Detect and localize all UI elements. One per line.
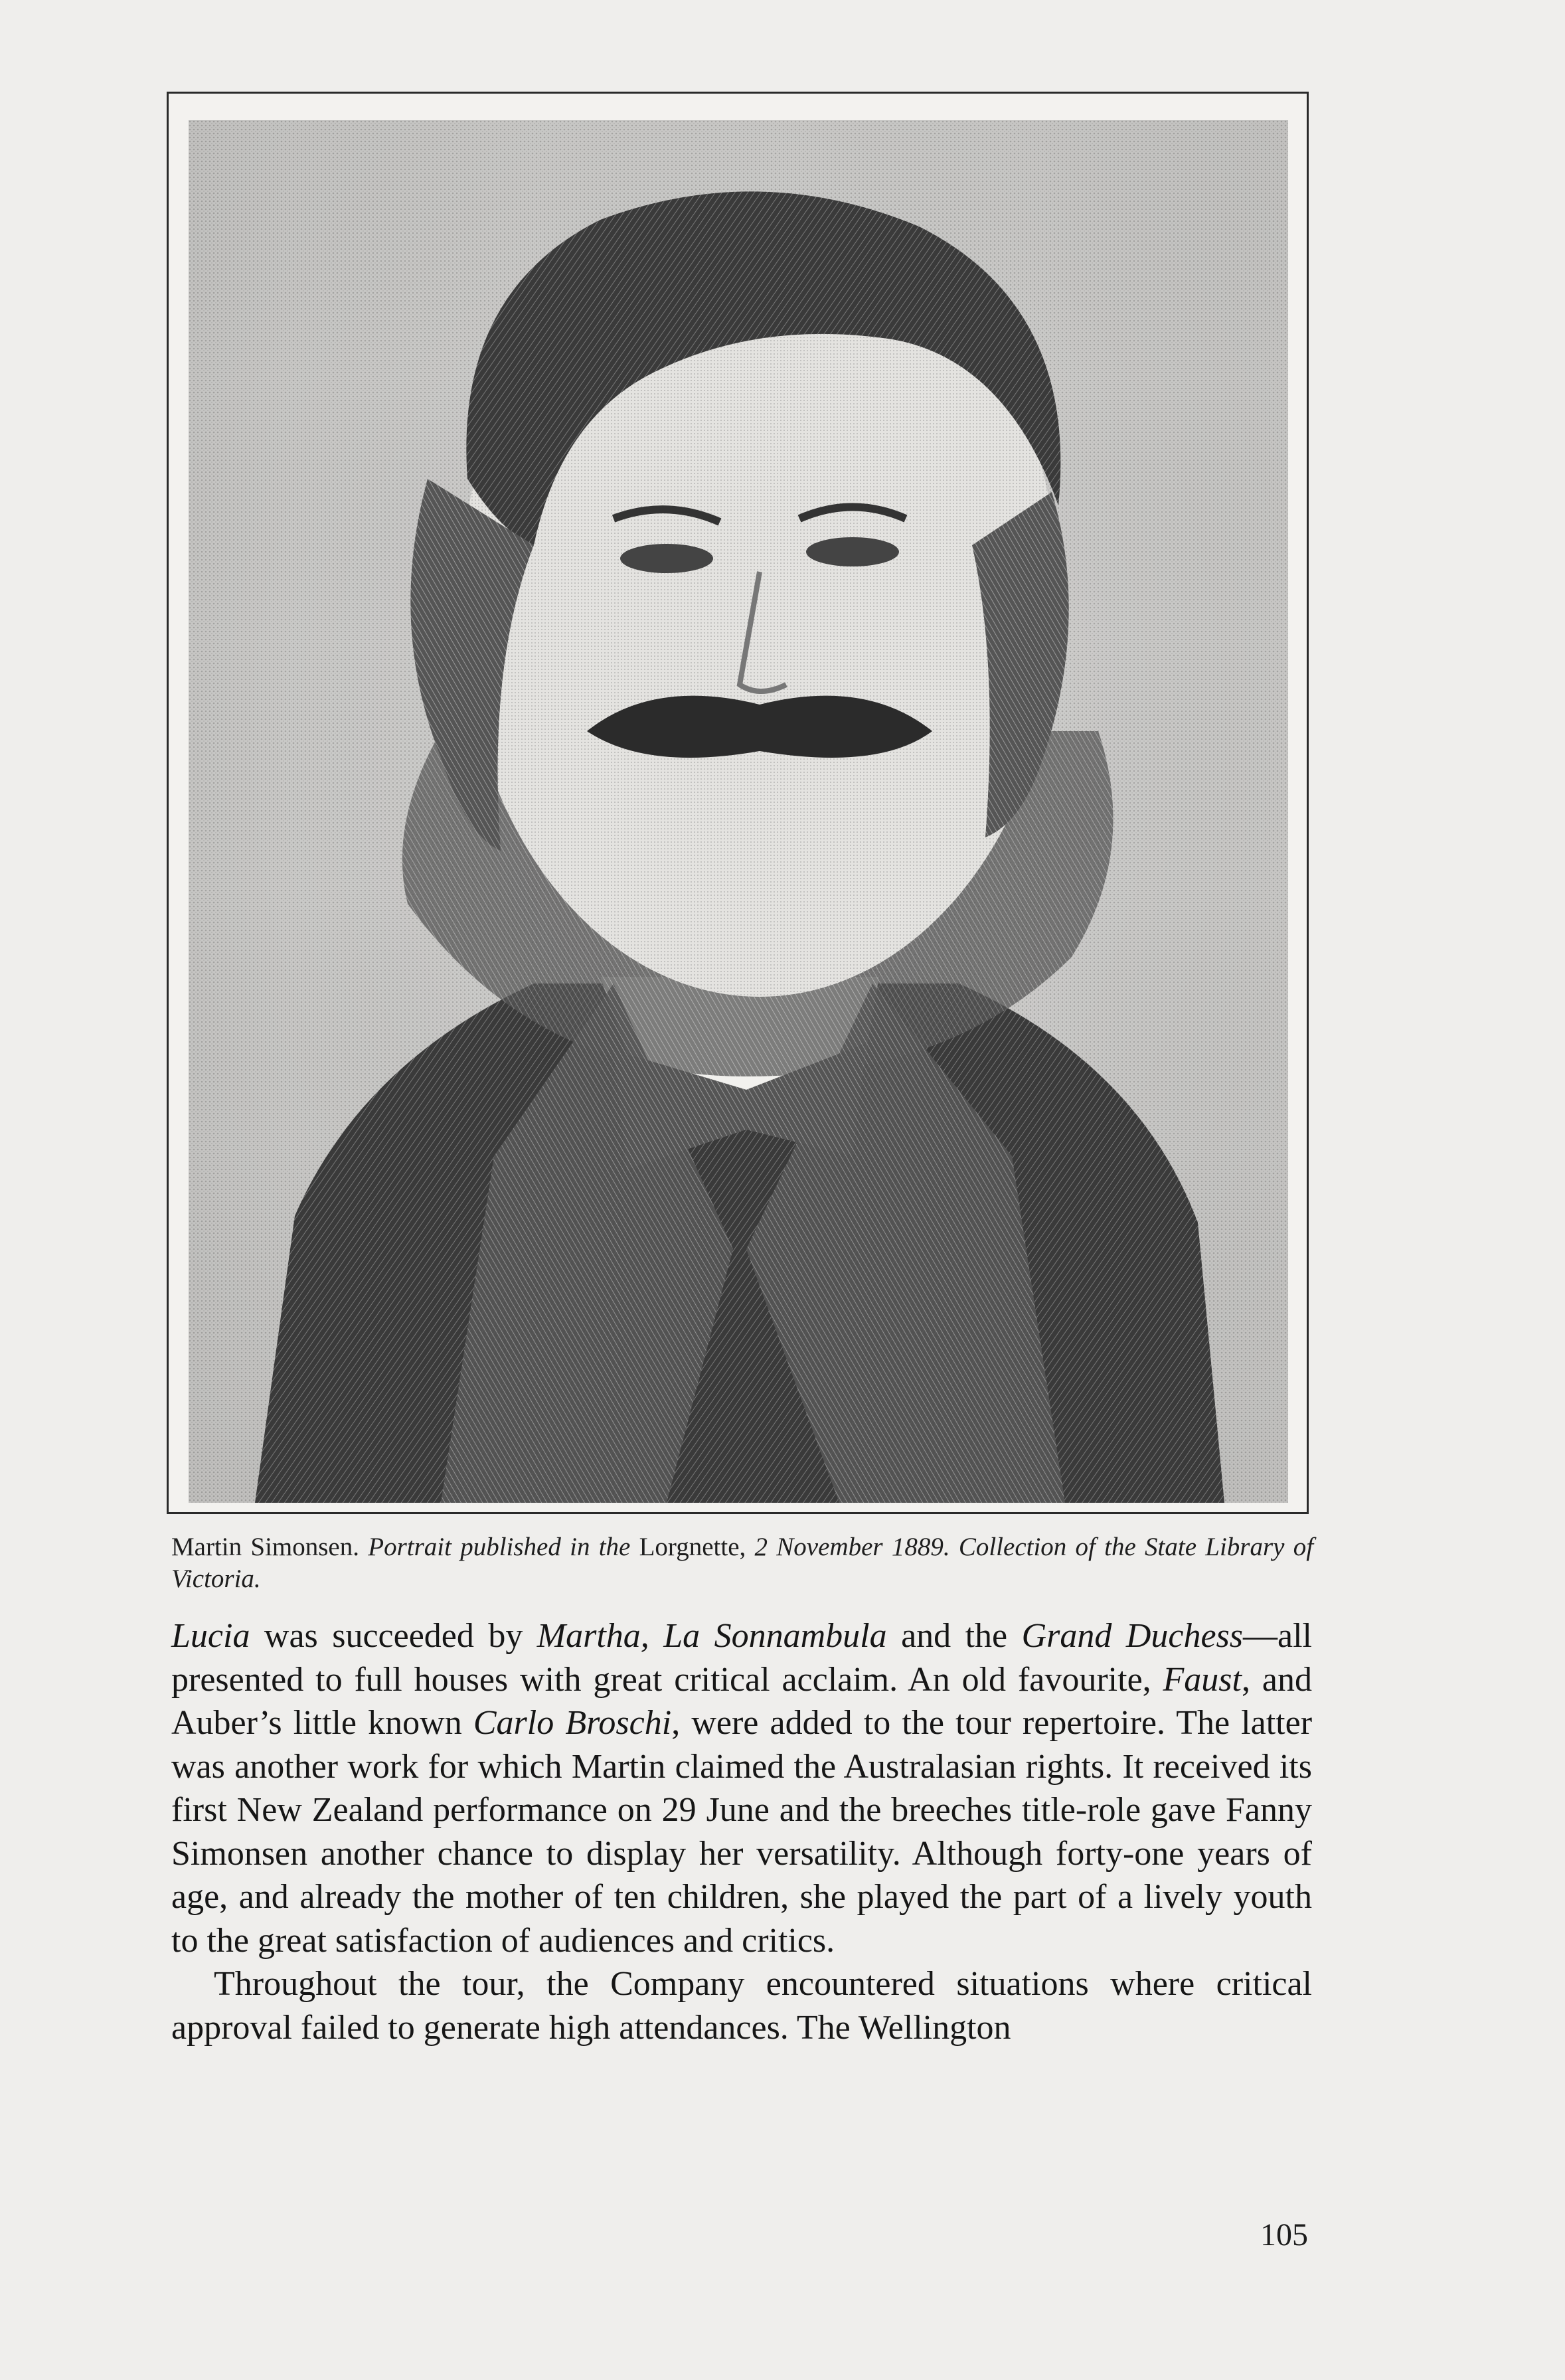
- paragraph-2: Throughout the tour, the Company encountered situations where critical approval failed to generate high attendances. The Wellington: [171, 1965, 1312, 2047]
- title-carlo-broschi: Carlo Broschi: [473, 1704, 672, 1742]
- title-grand-duchess: Grand Duchess: [1021, 1617, 1244, 1655]
- portrait-image: [189, 120, 1288, 1503]
- page-number: 105: [1260, 2217, 1308, 2252]
- paragraph-1-text-4: , and Auber’s little known: [171, 1660, 1312, 1742]
- paragraph-1-text-2: and the: [886, 1617, 1022, 1655]
- title-martha-sonnambula: Martha, La Sonnambula: [536, 1617, 887, 1655]
- title-faust: Faust: [1163, 1660, 1242, 1699]
- paragraph-1-text-3: —all presented to full houses with great critical acclaim. An old favourite,: [171, 1617, 1312, 1699]
- caption-text-b: 2 November 1889. Collection of the State Library of Victoria.: [171, 1533, 1314, 1593]
- portrait-figure-frame: [167, 92, 1309, 1514]
- title-lucia: Lucia: [171, 1617, 250, 1655]
- paragraph-1-text-5: , were added to the tour repertoire. The latter was another work for which Martin claimed the Australasian rights. It received its first New Zealand performance on 29 June and the breeches title-role gave Fanny Simonsen another chance to display her versatility. Although forty-one years of age, and already the mother of ten children, she played the part of a lively youth to the great satisfaction of audiences and critics.: [171, 1704, 1313, 1960]
- figure-caption: [171, 1531, 1313, 1595]
- caption-name: Martin Simonsen.: [171, 1533, 359, 1561]
- paragraph-1-text-1: was succeeded by: [250, 1617, 537, 1655]
- caption-text-a: Portrait published in the: [368, 1533, 631, 1561]
- body-text: [171, 1614, 1312, 2049]
- caption-publication: Lorgnette,: [639, 1533, 746, 1561]
- paragraph-1: [171, 1614, 1312, 1962]
